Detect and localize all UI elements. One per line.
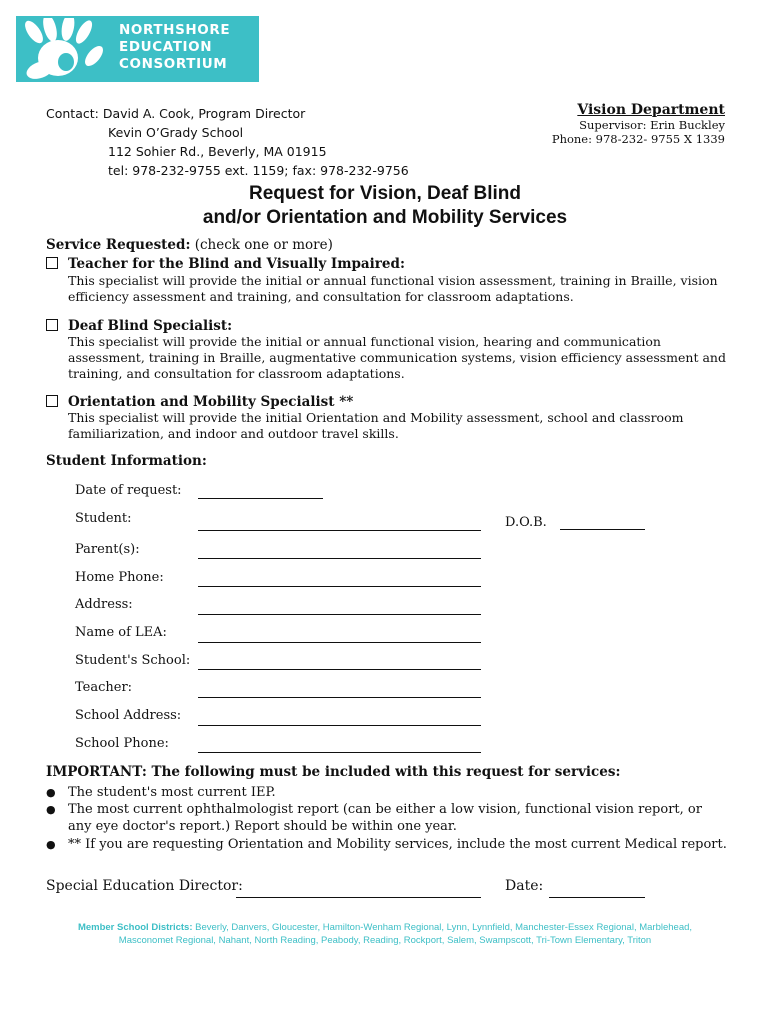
department-supervisor: Supervisor: Erin Buckley: [579, 118, 725, 132]
field-label-teacher: Teacher:: [75, 680, 133, 695]
checkbox-deaf-blind[interactable]: [46, 319, 58, 331]
field-label-address: Address:: [75, 597, 133, 612]
consortium-logo: [16, 16, 259, 82]
school-address-field[interactable]: [198, 725, 481, 726]
service-desc-deaf-blind: This specialist will provide the initial or annual functional vision, hearing and communication assessment, training in Braille, augmentative communication systems, vision efficiency assessment and training, and consultation for classroom adaptations.: [68, 334, 726, 381]
dob-field[interactable]: [560, 529, 645, 530]
bullet-icon: ●: [46, 786, 56, 799]
service-title-tvi: Teacher for the Blind and Visually Impaired:: [68, 256, 405, 272]
bullet-icon: ●: [46, 838, 56, 851]
important-heading: IMPORTANT: The following must be included with this request for services:: [46, 764, 621, 780]
footer-districts-1: Beverly, Danvers, Gloucester, Hamilton-Wenham Regional, Lynn, Lynnfield, Manchester-Essex Regional, Marblehead,: [195, 922, 693, 933]
hands-logo-icon: [20, 18, 110, 80]
contact-line-1: Contact: David A. Cook, Program Director: [46, 106, 306, 121]
service-option-om[interactable]: [46, 394, 353, 410]
service-option-deaf-blind[interactable]: [46, 318, 232, 334]
field-label-date-of-request: Date of request:: [75, 483, 182, 498]
lea-field[interactable]: [198, 642, 481, 643]
director-signature-field[interactable]: [236, 897, 481, 898]
service-requested-heading: Service Requested:: [46, 237, 191, 253]
important-item-medical: [46, 836, 728, 853]
bullet-icon: ●: [46, 803, 56, 816]
field-label-home-phone: Home Phone:: [75, 570, 164, 585]
service-requested-label: [46, 237, 333, 253]
field-label-parents: Parent(s):: [75, 542, 140, 557]
contact-line-3: 112 Sohier Rd., Beverly, MA 01915: [108, 144, 327, 159]
department-phone: Phone: 978-232- 9755 X 1339: [551, 132, 725, 146]
field-label-lea: Name of LEA:: [75, 625, 167, 640]
student-name-field[interactable]: [198, 530, 481, 531]
service-option-tvi[interactable]: [46, 256, 405, 272]
service-title-om: Orientation and Mobility Specialist **: [68, 394, 354, 410]
student-info-heading: Student Information:: [46, 453, 207, 469]
department-title: Vision Department: [577, 102, 725, 118]
date-label: Date:: [505, 878, 544, 894]
parents-field[interactable]: [198, 558, 481, 559]
important-item-text: The student's most current IEP.: [68, 785, 276, 800]
logo-line-1: NORTHSHORE: [119, 22, 231, 38]
teacher-field[interactable]: [198, 697, 481, 698]
footer-line-1: [35, 921, 735, 934]
contact-line-2: Kevin O’Grady School: [108, 125, 244, 140]
footer-member-districts: [35, 921, 735, 947]
field-label-students-school: Student's School:: [75, 653, 191, 668]
address-field[interactable]: [198, 614, 481, 615]
school-phone-field[interactable]: [198, 752, 481, 753]
checkbox-tvi[interactable]: [46, 257, 58, 269]
checkbox-om[interactable]: [46, 395, 58, 407]
contact-line-4: tel: 978-232-9755 ext. 1159; fax: 978-232-9756: [108, 163, 409, 178]
logo-line-3: CONSORTIUM: [119, 56, 228, 72]
service-desc-om: This specialist will provide the initial Orientation and Mobility assessment, school and classroom familiarization, and indoor and outdoor travel skills.: [68, 410, 684, 441]
important-item-text: The most current ophthalmologist report (can be either a low vision, functional vision report, or any eye doctor's report.) Report should be within one year.: [68, 802, 702, 834]
students-school-field[interactable]: [198, 669, 481, 670]
important-item-ophthalmologist: [46, 801, 728, 835]
field-label-student: Student:: [75, 511, 132, 526]
date-of-request-field[interactable]: [198, 498, 323, 499]
important-item-text: ** If you are requesting Orientation and Mobility services, include the most current Medical report.: [68, 837, 727, 852]
logo-line-2: EDUCATION: [119, 39, 213, 55]
important-item-iep: [46, 784, 718, 801]
footer-label: Member School Districts:: [77, 922, 193, 933]
service-requested-hint: (check one or more): [194, 237, 333, 253]
footer-districts-2: Masconomet Regional, Nahant, North Reading, Peabody, Reading, Rockport, Salem, Swampscott, Tri-Town Elementary, Triton: [118, 935, 652, 946]
director-label: Special Education Director:: [46, 878, 243, 894]
department-block: [552, 102, 725, 146]
home-phone-field[interactable]: [198, 586, 481, 587]
form-title-line-2: and/or Orientation and Mobility Services: [202, 207, 568, 228]
field-label-school-address: School Address:: [75, 708, 182, 723]
service-desc-tvi: This specialist will provide the initial or annual functional vision assessment, training in Braille, vision efficiency assessment and training, and consultation for classroom adaptations.: [68, 273, 718, 304]
dob-label: D.O.B.: [505, 515, 547, 530]
signature-date-field[interactable]: [549, 897, 645, 898]
field-label-school-phone: School Phone:: [75, 736, 169, 751]
service-title-deaf-blind: Deaf Blind Specialist:: [68, 318, 233, 334]
form-title-line-1: Request for Vision, Deaf Blind: [248, 183, 522, 204]
